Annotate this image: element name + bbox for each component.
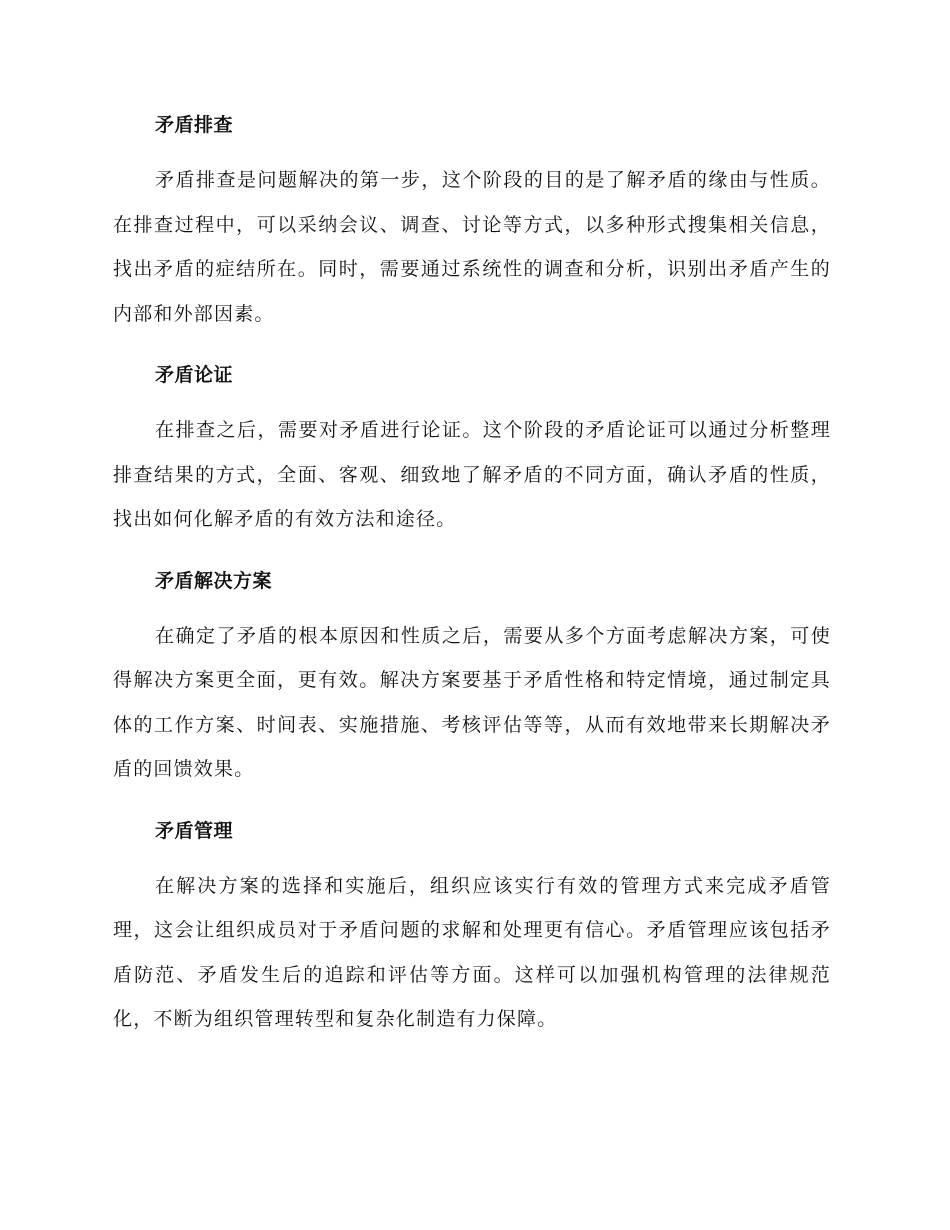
section-heading: 矛盾管理 xyxy=(155,819,234,842)
section-paragraph: 矛盾排查是问题解决的第一步，这个阶段的目的是了解矛盾的缘由与性质。在排查过程中，可以采纳会议、调查、讨论等方式，以多种形式搜集相关信息，找出矛盾的症结所在。同时，需要通过系统性的调查和分析，识别出矛盾产生的内部和外部因素。 xyxy=(113,169,831,325)
section-conflict-argumentation xyxy=(113,360,831,542)
section-heading: 矛盾论证 xyxy=(155,364,234,386)
section-heading: 矛盾解决方案 xyxy=(155,569,273,592)
section-heading: 矛盾排查 xyxy=(155,114,234,136)
section-conflict-resolution-plan xyxy=(113,566,831,792)
section-paragraph: 在确定了矛盾的根本原因和性质之后，需要从多个方面考虑解决方案，可使得解决方案更全面，更有效。解决方案要基于矛盾性格和特定情境，通过制定具体的工作方案、时间表、实施措施、考核评估等等，从而有效地带来长期解决矛盾的回馈效果。 xyxy=(113,624,831,780)
document-page xyxy=(113,110,831,1066)
section-paragraph: 在排查之后，需要对矛盾进行论证。这个阶段的矛盾论证可以通过分析整理排查结果的方式，全面、客观、细致地了解矛盾的不同方面，确认矛盾的性质，找出如何化解矛盾的有效方法和途径。 xyxy=(113,419,831,530)
section-conflict-management xyxy=(113,816,831,1042)
section-paragraph: 在解决方案的选择和实施后，组织应该实行有效的管理方式来完成矛盾管理，这会让组织成员对于矛盾问题的求解和处理更有信心。矛盾管理应该包括矛盾防范、矛盾发生后的追踪和评估等方面。这样可以加强机构管理的法律规范化，不断为组织管理转型和复杂化制造有力保障。 xyxy=(113,874,831,1030)
section-conflict-investigation xyxy=(113,110,831,336)
